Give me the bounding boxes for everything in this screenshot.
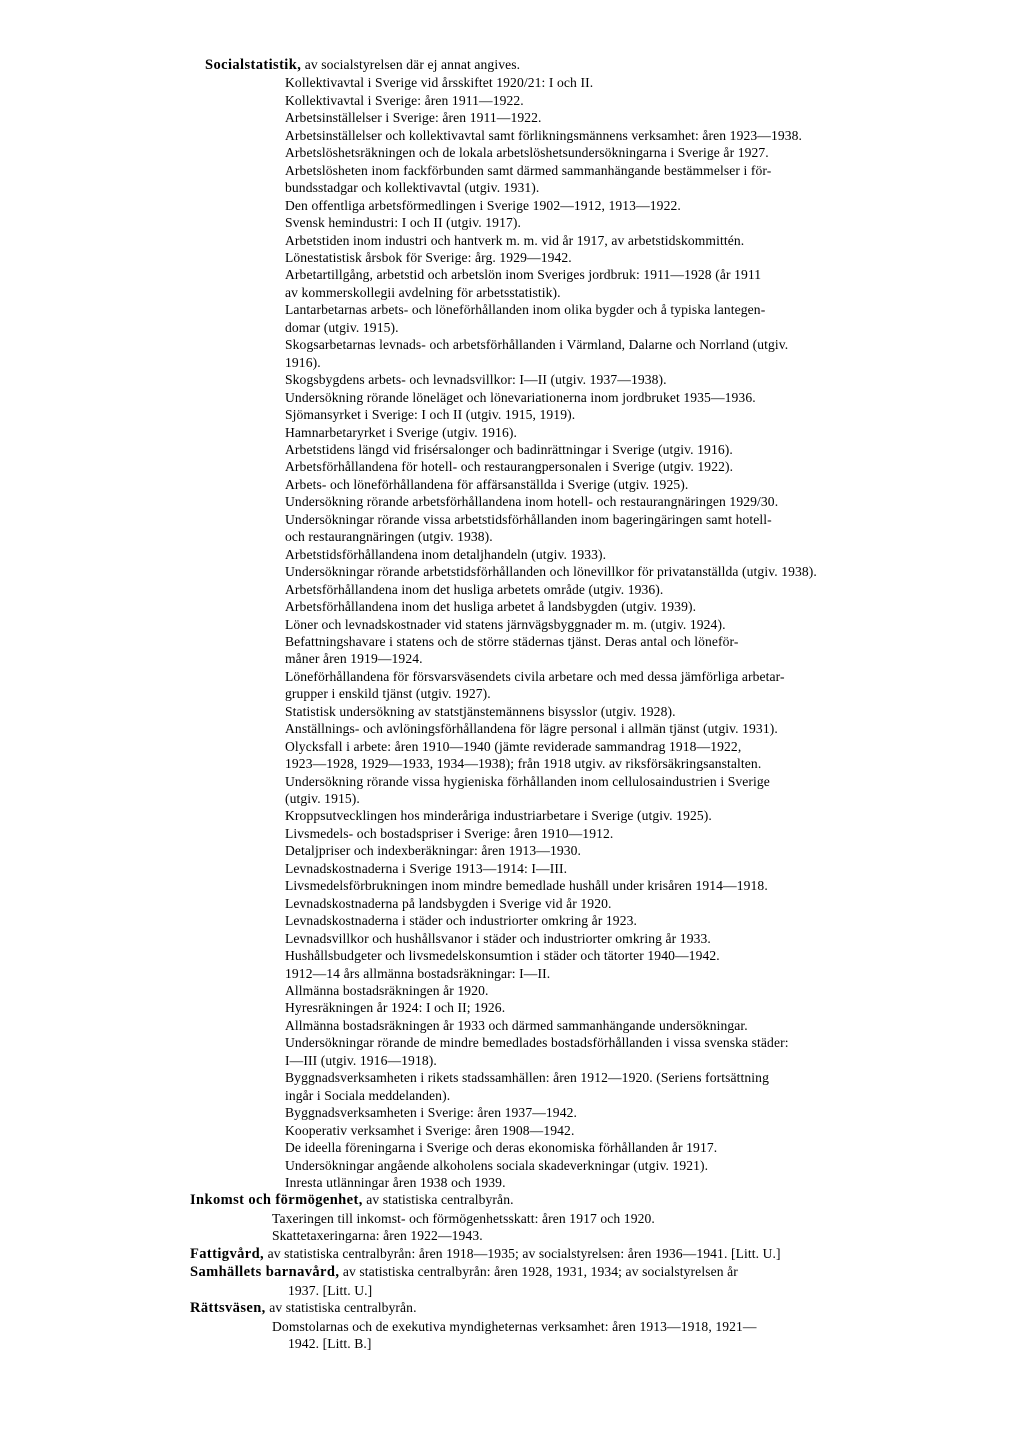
entry-text: Skogsarbetarnas levnads- och arbetsförhållanden i Värmland, Dalarne och Norrland (utgiv. [285,337,789,353]
section-heading-line [0,1191,1024,1209]
list-item [0,930,1024,947]
list-item [0,1139,1024,1156]
list-item [0,214,1024,231]
entry-text: Undersökningar rörande de mindre bemedlades bostadsförhållanden i vissa svenska städer: [285,1035,789,1051]
list-item [0,738,1024,773]
list-item [0,476,1024,493]
entry-text: Livsmedelsförbrukningen inom mindre bemedlade hushåll under krisåren 1914—1918. [285,878,768,894]
entry-text: Arbetsförhållandena för hotell- och restaurangpersonalen i Sverige (utgiv. 1922). [285,459,734,475]
entry-text-continuation: grupper i enskild tjänst (utgiv. 1927). [285,686,491,702]
section-heading-line [0,1263,1024,1281]
section-heading-line [0,56,1024,74]
list-item [0,563,1024,580]
entry-text: Allmänna bostadsräkningen år 1933 och därmed sammanhängande undersökningar. [285,1017,748,1033]
section-socialstatistik [0,56,1024,1191]
section-heading-line [0,1245,1024,1263]
section-heading-note: av statistiska centralbyrån: åren 1918—1935; av socialstyrelsen: åren 1936—1941. [Litt. U.] [264,1245,781,1261]
entry-text-continuation: (utgiv. 1915). [285,791,360,807]
entry-text: Undersökning rörande vissa hygieniska förhållanden inom cellulosaindustrien i Sverige [285,773,770,789]
list-item [0,493,1024,510]
list-item [0,1034,1024,1069]
entry-text: Hushållsbudgeter och livsmedelskonsumtion i städer och tätorter 1940—1942. [285,948,720,964]
list-item [0,144,1024,161]
list-item [0,546,1024,563]
list-item [0,1210,1024,1227]
entry-text: Skogsbygdens arbets- och levnadsvillkor: I—II (utgiv. 1937—1938). [285,372,667,388]
list-item [0,1227,1024,1244]
list-item [0,424,1024,441]
entry-text: Arbetsförhållandena inom det husliga arbetet å landsbygden (utgiv. 1939). [285,599,697,615]
entry-text-continuation: och restaurangnäringen (utgiv. 1938). [285,529,493,545]
entry-text: Levnadskostnaderna i städer och industriorter omkring år 1923. [285,913,637,929]
entry-text: Taxeringen till inkomst- och förmögenhetsskatt: åren 1917 och 1920. [272,1210,655,1226]
entry-text: Statistisk undersökning av statstjänstemännens bisysslor (utgiv. 1928). [285,703,676,719]
entry-text: Arbetsinställelser och kollektivavtal samt förlikningsmännens verksamhet: åren 1923—1938. [285,127,803,143]
entry-text: Undersökningar rörande vissa arbetstidsförhållanden inom bageringäringen samt hotell- [285,511,772,527]
list-item [0,895,1024,912]
entry-text: Olycksfall i arbete: åren 1910—1940 (jämte reviderade sammandrag 1918—1922, [285,738,742,754]
list-item [0,1174,1024,1191]
entry-text: Levnadskostnaderna i Sverige 1913—1914: I—III. [285,860,568,876]
list-item [0,877,1024,894]
list-item [0,232,1024,249]
list-item [0,406,1024,423]
entry-text: Kroppsutvecklingen hos minderåriga industriarbetare i Sverige (utgiv. 1925). [285,808,712,824]
entry-text: Anställnings- och avlöningsförhållandena för lägre personal i allmän tjänst (utgiv. 1931). [285,721,778,737]
entry-text: Löneförhållandena för försvarsväsendets civila arbetare och med dessa jämförliga arbetar- [285,668,785,684]
entry-text-continuation: domar (utgiv. 1915). [285,319,399,335]
entry-text: Detaljpriser och indexberäkningar: åren 1913—1930. [285,843,582,859]
document-page [0,56,1024,1353]
list-item [0,1104,1024,1121]
list-item [0,162,1024,197]
entry-text: Arbetstiden inom industri och hantverk m. m. vid år 1917, av arbetstidskommittén. [285,232,745,248]
list-item [0,912,1024,929]
entry-text: Arbetstidens längd vid frisérsalonger och badinrättningar i Sverige (utgiv. 1916). [285,441,733,457]
list-item [0,825,1024,842]
entry-text: Domstolarnas och de exekutiva myndigheternas verksamhet: åren 1913—1918, 1921— [272,1318,757,1334]
entry-text: Sjömansyrket i Sverige: I och II (utgiv. 1915, 1919). [285,407,576,423]
entry-text: Undersökningar angående alkoholens sociala skadeverkningar (utgiv. 1921). [285,1157,709,1173]
list-item [0,581,1024,598]
entry-text: Byggnadsverksamheten i Sverige: åren 1937—1942. [285,1105,577,1121]
entry-text: Befattningshavare i statens och de större städernas tjänst. Deras antal och löneför- [285,633,739,649]
entry-text: Inresta utlänningar åren 1938 och 1939. [285,1175,506,1190]
list-item [0,74,1024,91]
entry-text: Den offentliga arbetsförmedlingen i Sverige 1902—1912, 1913—1922. [285,197,681,213]
section-rattsvasen [0,1299,1024,1352]
entry-text: Skattetaxeringarna: åren 1922—1943. [272,1228,483,1244]
entry-text: Lönestatistisk årsbok för Sverige: årg. 1929—1942. [285,249,572,265]
section-heading: Socialstatistik, [205,57,302,73]
entry-text: 1912—14 års allmänna bostadsräkningar: I—II. [285,965,551,981]
entry-text: Arbets- och löneförhållandena för affärsanställda i Sverige (utgiv. 1925). [285,476,689,492]
entry-text: Löner och levnadskostnader vid statens järnvägsbyggnader m. m. (utgiv. 1924). [285,616,726,632]
list-item [0,965,1024,982]
entry-text: Arbetslösheten inom fackförbunden samt därmed sammanhängande bestämmelser i för- [285,162,772,178]
list-item [0,1069,1024,1104]
list-item [0,92,1024,109]
list-item [0,441,1024,458]
section-heading: Rättsväsen, [190,1300,266,1317]
entry-text: Levnadsvillkor och hushållsvanor i städer och industriorter omkring år 1933. [285,930,711,946]
entry-text: Undersökning rörande löneläget och lönevariationerna inom jordbruket 1935—1936. [285,389,756,405]
section-heading-note: av socialstyrelsen där ej annat angives. [301,57,521,72]
list-item [0,1017,1024,1034]
section-fattigvard [0,1245,1024,1263]
entry-text: Byggnadsverksamheten i rikets stadssamhällen: åren 1912—1920. (Seriens fortsättning [285,1070,769,1086]
entry-text: Undersökningar rörande arbetstidsförhållanden och lönevillkor för privatanställda (utgiv. 1938). [285,564,817,580]
entry-text-continuation: ingår i Sociala meddelanden). [285,1087,451,1103]
list-item [0,999,1024,1016]
entry-text-continuation: av kommerskollegii avdelning för arbetsstatistik). [285,284,561,300]
list-item [0,197,1024,214]
section-barnavard [0,1263,1024,1299]
entry-text-continuation: 1916). [285,354,321,370]
list-item [0,389,1024,406]
entry-text: Arbetstidsförhållandena inom detaljhandeln (utgiv. 1933). [285,546,607,562]
section-heading-note: av statistiska centralbyrån: åren 1928, 1931, 1934; av socialstyrelsen år [339,1264,738,1280]
entry-text: Allmänna bostadsräkningen år 1920. [285,983,489,999]
list-item [0,127,1024,144]
entry-text: Kooperativ verksamhet i Sverige: åren 1908—1942. [285,1122,575,1138]
list-item [0,773,1024,808]
entry-text: Lantarbetarnas arbets- och löneförhållanden inom olika bygder och å typiska lantegen- [285,302,766,318]
entry-list [0,1210,1024,1245]
list-item [0,511,1024,546]
list-item [0,336,1024,371]
list-item [0,266,1024,301]
section-heading-note: av statistiska centralbyrån. [362,1192,514,1208]
entry-text-continuation: måner åren 1919—1924. [285,651,423,667]
entry-text: Svensk hemindustri: I och II (utgiv. 1917). [285,215,521,231]
entry-text: De ideella föreningarna i Sverige och deras ekonomiska förhållanden år 1917. [285,1140,718,1156]
entry-text: Arbetartillgång, arbetstid och arbetslön inom Sveriges jordbruk: 1911—1928 (år 1911 [285,267,762,283]
entry-text: Arbetslöshetsräkningen och de lokala arbetslöshetsundersökningarna i Sverige år 1927. [285,145,769,161]
list-item [0,947,1024,964]
list-item [0,616,1024,633]
entry-text: Hyresräkningen år 1924: I och II; 1926. [285,1000,506,1016]
list-item [0,1157,1024,1174]
entry-text-continuation: I—III (utgiv. 1916—1918). [285,1052,437,1068]
list-item [0,982,1024,999]
entry-text: Arbetsförhållandena inom det husliga arbetets område (utgiv. 1936). [285,581,664,597]
list-item [0,1122,1024,1139]
section-heading-note: av statistiska centralbyrån. [265,1300,417,1316]
entry-text: Livsmedels- och bostadspriser i Sverige: åren 1910—1912. [285,825,614,841]
list-item [0,807,1024,824]
entry-text-continuation: bundsstadgar och kollektivavtal (utgiv. 1931). [285,180,540,196]
list-item [0,249,1024,266]
list-item [0,1318,1024,1353]
list-item [0,842,1024,859]
entry-text: Hamnarbetaryrket i Sverige (utgiv. 1916). [285,424,517,440]
entry-text: Arbetsinställelser i Sverige: åren 1911—1922. [285,110,542,126]
list-item [0,371,1024,388]
section-heading: Inkomst och förmögenhet, [190,1192,363,1209]
section-inkomst [0,1191,1024,1244]
section-heading: Samhällets barnavård, [190,1264,340,1281]
entry-text: Undersökning rörande arbetsförhållandena inom hotell- och restaurangnäringen 1929/30. [285,494,779,510]
list-item [0,598,1024,615]
entry-list [0,74,1024,1191]
section-heading-continuation: 1937. [Litt. U.] [288,1282,373,1298]
section-heading-line [0,1299,1024,1317]
list-item [0,668,1024,703]
entry-text-continuation: 1923—1928, 1929—1933, 1934—1938); från 1918 utgiv. av riksförsäkringsanstalten. [285,756,762,772]
entry-text-continuation: 1942. [Litt. B.] [288,1336,372,1352]
list-item [0,458,1024,475]
list-item [0,109,1024,126]
entry-text: Kollektivavtal i Sverige: åren 1911—1922. [285,92,524,108]
list-item [0,301,1024,336]
section-heading: Fattigvård, [190,1245,265,1262]
list-item [0,703,1024,720]
list-item [0,720,1024,737]
list-item [0,860,1024,877]
entry-text: Levnadskostnaderna på landsbygden i Sverige vid år 1920. [285,895,612,911]
entry-text: Kollektivavtal i Sverige vid årsskiftet 1920/21: I och II. [285,75,594,91]
entry-list [0,1318,1024,1353]
list-item [0,633,1024,668]
